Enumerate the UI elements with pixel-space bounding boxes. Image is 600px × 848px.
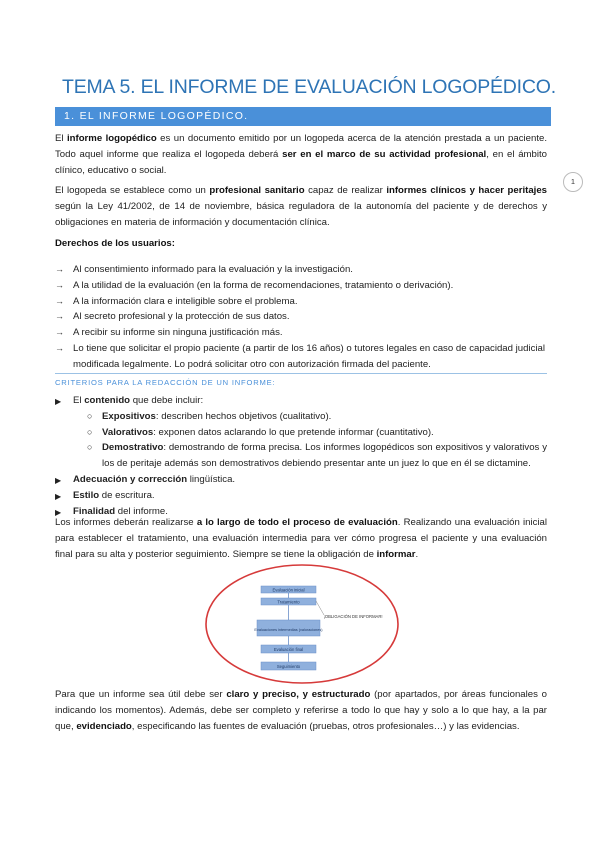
list-item: → A la información clara e inteligible sobre el problema. xyxy=(55,294,545,310)
circle-bullet-icon: ○ xyxy=(87,442,93,453)
content-sub-list xyxy=(55,409,547,472)
arrow-icon: → xyxy=(55,311,64,322)
list-item: → Al secreto profesional y la protección de sus datos. xyxy=(55,309,545,325)
triangle-bullet-icon: ▶ xyxy=(55,507,62,517)
list-item: → Al consentimiento informado para la evaluación y la investigación. xyxy=(55,262,545,278)
arrow-icon: → xyxy=(55,279,64,290)
list-item: → Lo tiene que solicitar el propio paciente (a partir de los 16 años) o tutores legales en caso de capacidad judicial modificada legalmente. Lo podrá solicitar otro con autorización firmada del paciente. xyxy=(55,342,545,370)
sanitary-paragraph: El logopeda se establece como un profesional sanitario capaz de realizar informes clínicos y hacer peritajes según la Ley 41/2002, de 14 de noviembre, básica reguladora de la autonomía del paciente y de derechos y obligaciones en materia de información y documentación clínica. xyxy=(55,185,547,228)
step-label: Seguimiento xyxy=(276,663,301,669)
arrow-icon: → xyxy=(55,342,64,353)
list-item: ▶ El contenido que debe incluir: ○ Expositivos: describen hechos objetivos (cualitativo). ○ Valorativos: exponen datos aclarando lo que pretende informar (cuantitativo). ○ Demostrativo: demostrando de forma precisa. Los informes logopédicos son expositivos y valorativos y los de peritaje además son demostrativos debiendo presentar ante un juez lo que en él se dictamine. xyxy=(55,393,547,472)
triangle-bullet-icon: ▶ xyxy=(55,475,62,485)
step-label: Evaluación inicial xyxy=(272,587,305,593)
triangle-bullet-icon: ▶ xyxy=(55,491,62,501)
arrow-icon: → xyxy=(55,264,64,274)
arrow-icon: → xyxy=(55,327,64,338)
arrow-icon: → xyxy=(55,295,64,306)
page-number-badge: 1 xyxy=(563,172,583,192)
circle-bullet-icon: ○ xyxy=(87,426,93,437)
step-label: Evaluación final xyxy=(273,646,304,652)
triangle-bullet-icon: ▶ xyxy=(55,397,62,406)
criteria-list xyxy=(55,393,547,519)
list-item: ○ Demostrativo: demostrando de forma precisa. Los informes logopédicos son expositivos y valorativos y los de peritaje además son demostrativos debiendo presentar ante un juez lo que en él se dictamine. xyxy=(87,442,547,470)
list-item: → A la utilidad de la evaluación (en la forma de recomendaciones, tratamiento o derivación). xyxy=(55,278,545,294)
criteria-heading: CRITERIOS PARA LA REDACCIÓN DE UN INFORME: xyxy=(55,378,276,387)
intro-paragraph: El informe logopédico es un documento emitido por un logopeda acerca de la atención prestada a un paciente. Todo aquel informe que realiza el logopeda deberá ser en el marco de su actividad profesional, en el ámbito clínico, educativo o social. xyxy=(55,133,547,176)
rights-list xyxy=(55,262,545,373)
step-label: Evaluaciones intermedias (valoraciones) xyxy=(254,628,323,632)
useful-report-paragraph: Para que un informe sea útil debe ser claro y preciso, y estructurado (por apartados, por áreas funcionales o indicando los momentos). Además, debe ser completo y referirse a todo lo que hay y solo a lo que hay, a la par que, evidenciado, especificando las fuentes de evaluación (pruebas, otros profesionales…) y las evidencias. xyxy=(55,689,547,732)
page-title: TEMA 5. EL INFORME DE EVALUACIÓN LOGOPÉDICO. xyxy=(62,76,556,98)
circle-bullet-icon: ○ xyxy=(87,410,93,421)
step-label: Tratamiento xyxy=(277,599,300,605)
process-paragraph: Los informes deberán realizarse a lo largo de todo el proceso de evaluación. Realizando una evaluación inicial para establecer el tratamiento, una evaluación intermedia para ver cómo progresa el paciente y una evaluación final para su alta y posterior seguimiento. Siempre se tiene la obligación de informar. xyxy=(55,517,548,560)
section-heading-bar: 1. EL INFORME LOGOPÉDICO. xyxy=(55,107,551,126)
list-item: ▶ Estilo de escritura. xyxy=(55,488,547,504)
list-item: ▶ Finalidad del informe. xyxy=(55,504,547,520)
list-item: ○ Valorativos: exponen datos aclarando lo que pretende informar (cuantitativo). xyxy=(55,425,547,441)
criteria-divider xyxy=(55,373,547,374)
list-item: ○ Expositivos: describen hechos objetivos (cualitativo). xyxy=(55,409,547,425)
rights-heading: Derechos de los usuarios: xyxy=(55,238,175,249)
list-item: → A recibir su informe sin ninguna justificación más. xyxy=(55,325,545,341)
obligation-note: ¡OBLIGACIÓN DE INFORMAR! xyxy=(323,614,383,619)
list-item: ▶ Adecuación y corrección lingüística. xyxy=(55,472,547,488)
evaluation-process-diagram xyxy=(204,563,400,685)
